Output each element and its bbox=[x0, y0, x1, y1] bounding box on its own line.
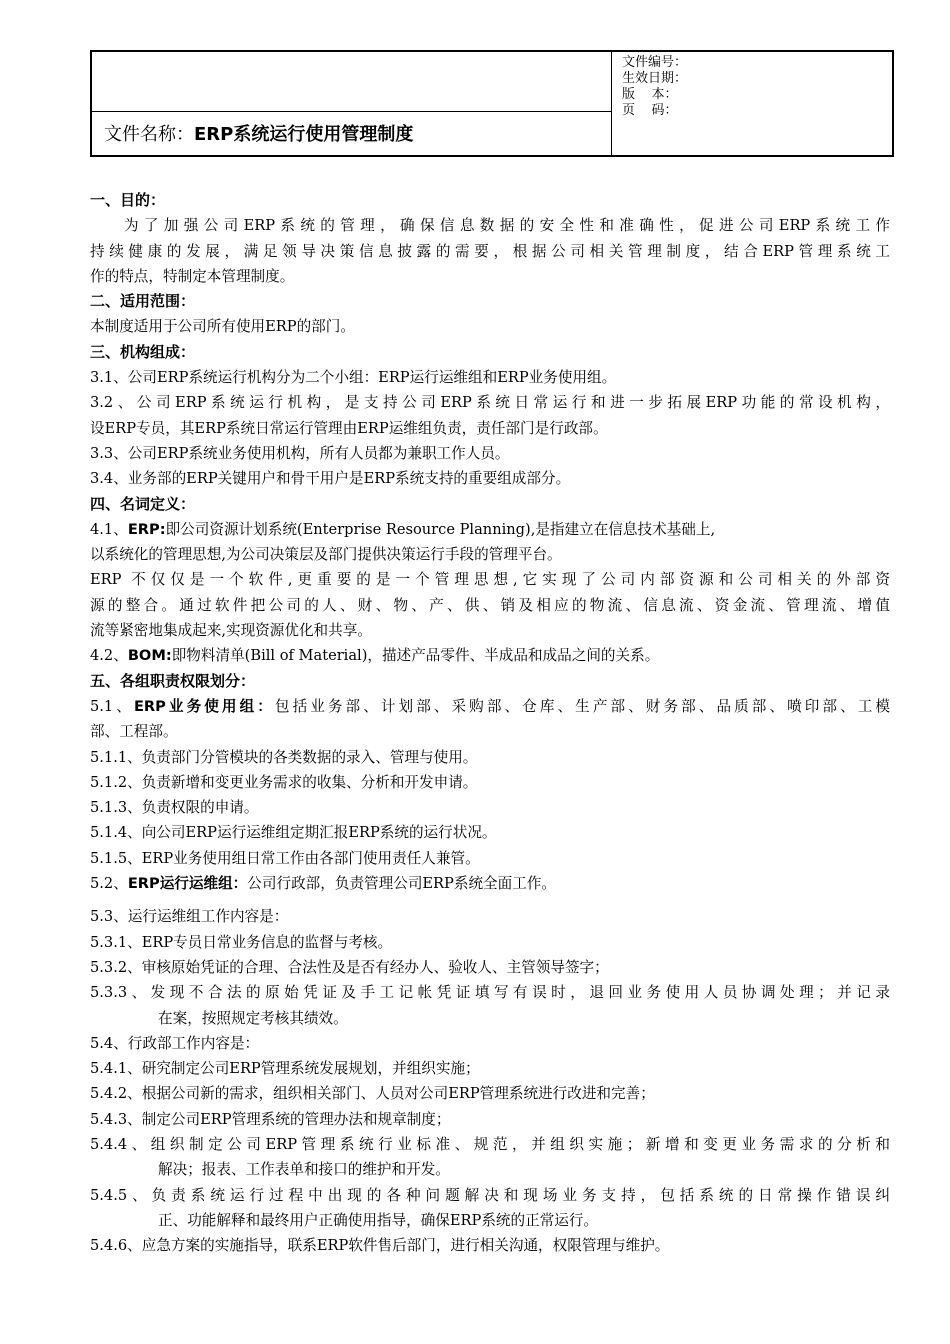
paragraph-line: 本制度适用于公司所有使用ERP的部门。 bbox=[90, 318, 355, 336]
clause-5-3: 5.3、运行运维组工作内容是： bbox=[90, 908, 289, 926]
document-name-label: 文件名称： bbox=[104, 124, 194, 145]
clause-4-1 bbox=[90, 517, 890, 542]
version-label: 版 本： bbox=[622, 87, 678, 102]
clause-5-4: 5.4、行政部工作内容是： bbox=[90, 1034, 260, 1052]
clause-5-4-2: 5.4.2、根据公司新的需求，组织相关部门、人员对公司ERP管理系统进行改进和完善； bbox=[90, 1085, 655, 1103]
paragraph-line: 作的特点，特制定本管理制度。 bbox=[90, 267, 295, 285]
paragraph-line: 为了加强公司ERP系统的管理，确保信息数据的安全性和准确性，促进公司ERP系统工作 bbox=[124, 217, 890, 235]
clause-5-1-5: 5.1.5、ERP业务使用组日常工作由各部门使用责任人兼管。 bbox=[90, 849, 480, 867]
clause-5-4-5-cont: 正、功能解释和最终用户正确使用指导，确保ERP系统的正常运行。 bbox=[158, 1211, 599, 1229]
clause-5-4-1: 5.4.1、研究制定公司ERP管理系统发展规划，并组织实施； bbox=[90, 1060, 480, 1078]
clause-number: 4.2、 bbox=[90, 647, 128, 665]
clause-5-2 bbox=[90, 871, 890, 896]
spacer bbox=[90, 896, 890, 904]
clause-5-3-3-cont: 在案，按照规定考核其绩效。 bbox=[158, 1009, 348, 1027]
section-heading-scope: 二、适用范围： bbox=[90, 292, 196, 311]
document-body bbox=[90, 188, 890, 1258]
clause-5-1-4: 5.1.4、向公司ERP运行运维组定期汇报ERP系统的运行状况。 bbox=[90, 824, 497, 842]
clause-5-3-1: 5.3.1、ERP专员日常业务信息的监督与考核。 bbox=[90, 933, 393, 951]
clause-5-1 bbox=[90, 694, 890, 719]
section-heading-definitions: 四、名词定义： bbox=[90, 494, 196, 513]
clause-5-4-4-cont: 解决；报表、工作表单和接口的维护和开发。 bbox=[158, 1161, 450, 1179]
paragraph-line: 以系统化的管理思想,为公司决策层及部门提供决策运行手段的管理平台。 bbox=[90, 546, 562, 564]
clause-text: 即物料清单(Bill of Material)，描述产品零件、半成品和成品之间的关系。 bbox=[171, 647, 660, 665]
header-left-cell bbox=[92, 52, 611, 155]
paragraph-line: 流等紧密地集成起来,实现资源优化和共享。 bbox=[90, 622, 372, 640]
paragraph-line: ERP 不仅仅是一个软件,更重要的是一个管理思想,它实现了公司内部资源和公司相关的外部资 bbox=[90, 571, 890, 589]
section-heading-organization: 三、机构组成： bbox=[90, 342, 196, 361]
clause-number: 5.2、 bbox=[90, 875, 128, 893]
clause-5-4-5: 5.4.5、负责系统运行过程中出现的各种问题解决和现场业务支持，包括系统的日常操作错误纠 bbox=[90, 1186, 890, 1204]
clause-text: 包括业务部、计划部、采购部、仓库、生产部、财务部、品质部、喷印部、工模 bbox=[274, 697, 890, 715]
clause-5-4-4: 5.4.4、组织制定公司ERP管理系统行业标准、规范，并组织实施；新增和变更业务需求的分析和 bbox=[90, 1135, 890, 1153]
clause-5-4-6: 5.4.6、应急方案的实施指导，联系ERP软件售后部门，进行相关沟通，权限管理与维护。 bbox=[90, 1237, 670, 1255]
term-erp-ops-group: ERP运行运维组： bbox=[127, 875, 248, 893]
clause-5-3-3: 5.3.3、发现不合法的原始凭证及手工记帐凭证填写有误时，退回业务使用人员协调处理；并记录 bbox=[90, 984, 890, 1002]
section-heading-responsibilities: 五、各组职责权限划分： bbox=[90, 671, 256, 690]
term-erp-business-group: ERP业务使用组： bbox=[133, 697, 275, 715]
effective-date-label: 生效日期： bbox=[622, 71, 688, 86]
paragraph-line: 持续健康的发展，满足领导决策信息披露的需要，根据公司相关管理制度，结合ERP管理系统工 bbox=[90, 242, 890, 260]
clause-text: 即公司资源计划系统(Enterprise Resource Planning),是指建立在信息技术基础上, bbox=[165, 520, 716, 538]
clause-3-4: 3.4、业务部的ERP关键用户和骨干用户是ERP系统支持的重要组成部分。 bbox=[90, 470, 571, 488]
paragraph-line: 部、工程部。 bbox=[90, 723, 178, 741]
clause-number: 5.1、 bbox=[90, 697, 134, 715]
document-header-table bbox=[90, 50, 894, 157]
clause-text: 公司行政部，负责管理公司ERP系统全面工作。 bbox=[247, 875, 557, 893]
paragraph-line: 源的整合。通过软件把公司的人、财、物、产、供、销及相应的物流、信息流、资金流、管理流、增值 bbox=[90, 596, 890, 614]
clause-5-1-3: 5.1.3、负责权限的申请。 bbox=[90, 799, 259, 817]
file-number-label: 文件编号： bbox=[622, 55, 688, 70]
header-meta-cell bbox=[611, 52, 892, 155]
section-heading-purpose: 一、目的： bbox=[90, 191, 166, 209]
clause-5-1-2: 5.1.2、负责新增和变更业务需求的收集、分析和开发申请。 bbox=[90, 773, 478, 791]
clause-3-1: 3.1、公司ERP系统运行机构分为二个小组：ERP运行运维组和ERP业务使用组。 bbox=[90, 369, 617, 387]
clause-5-1-1: 5.1.1、负责部门分管模块的各类数据的录入、管理与使用。 bbox=[90, 748, 478, 766]
page-number-label: 页 码： bbox=[622, 103, 678, 118]
clause-number: 4.1、 bbox=[90, 520, 128, 538]
clause-3-3: 3.3、公司ERP系统业务使用机构，所有人员都为兼职工作人员。 bbox=[90, 444, 510, 462]
term-erp: ERP: bbox=[127, 520, 166, 538]
document-name-row bbox=[92, 111, 611, 155]
clause-5-4-3: 5.4.3、制定公司ERP管理系统的管理办法和规章制度； bbox=[90, 1110, 451, 1128]
clause-5-3-2: 5.3.2、审核原始凭证的合理、合法性及是否有经办人、验收人、主管领导签字； bbox=[90, 958, 609, 976]
clause-4-2 bbox=[90, 643, 890, 668]
document-title: ERP系统运行使用管理制度 bbox=[194, 124, 414, 145]
clause-3-2-cont: 设ERP专员，其ERP系统日常运行管理由ERP运维组负责，责任部门是行政部。 bbox=[90, 419, 608, 437]
header-blank-cell bbox=[92, 52, 611, 112]
clause-3-2: 3.2、公司ERP系统运行机构，是支持公司ERP系统日常运行和进一步拓展ERP功能的常设机构， bbox=[90, 394, 890, 412]
term-bom: BOM: bbox=[127, 647, 172, 665]
